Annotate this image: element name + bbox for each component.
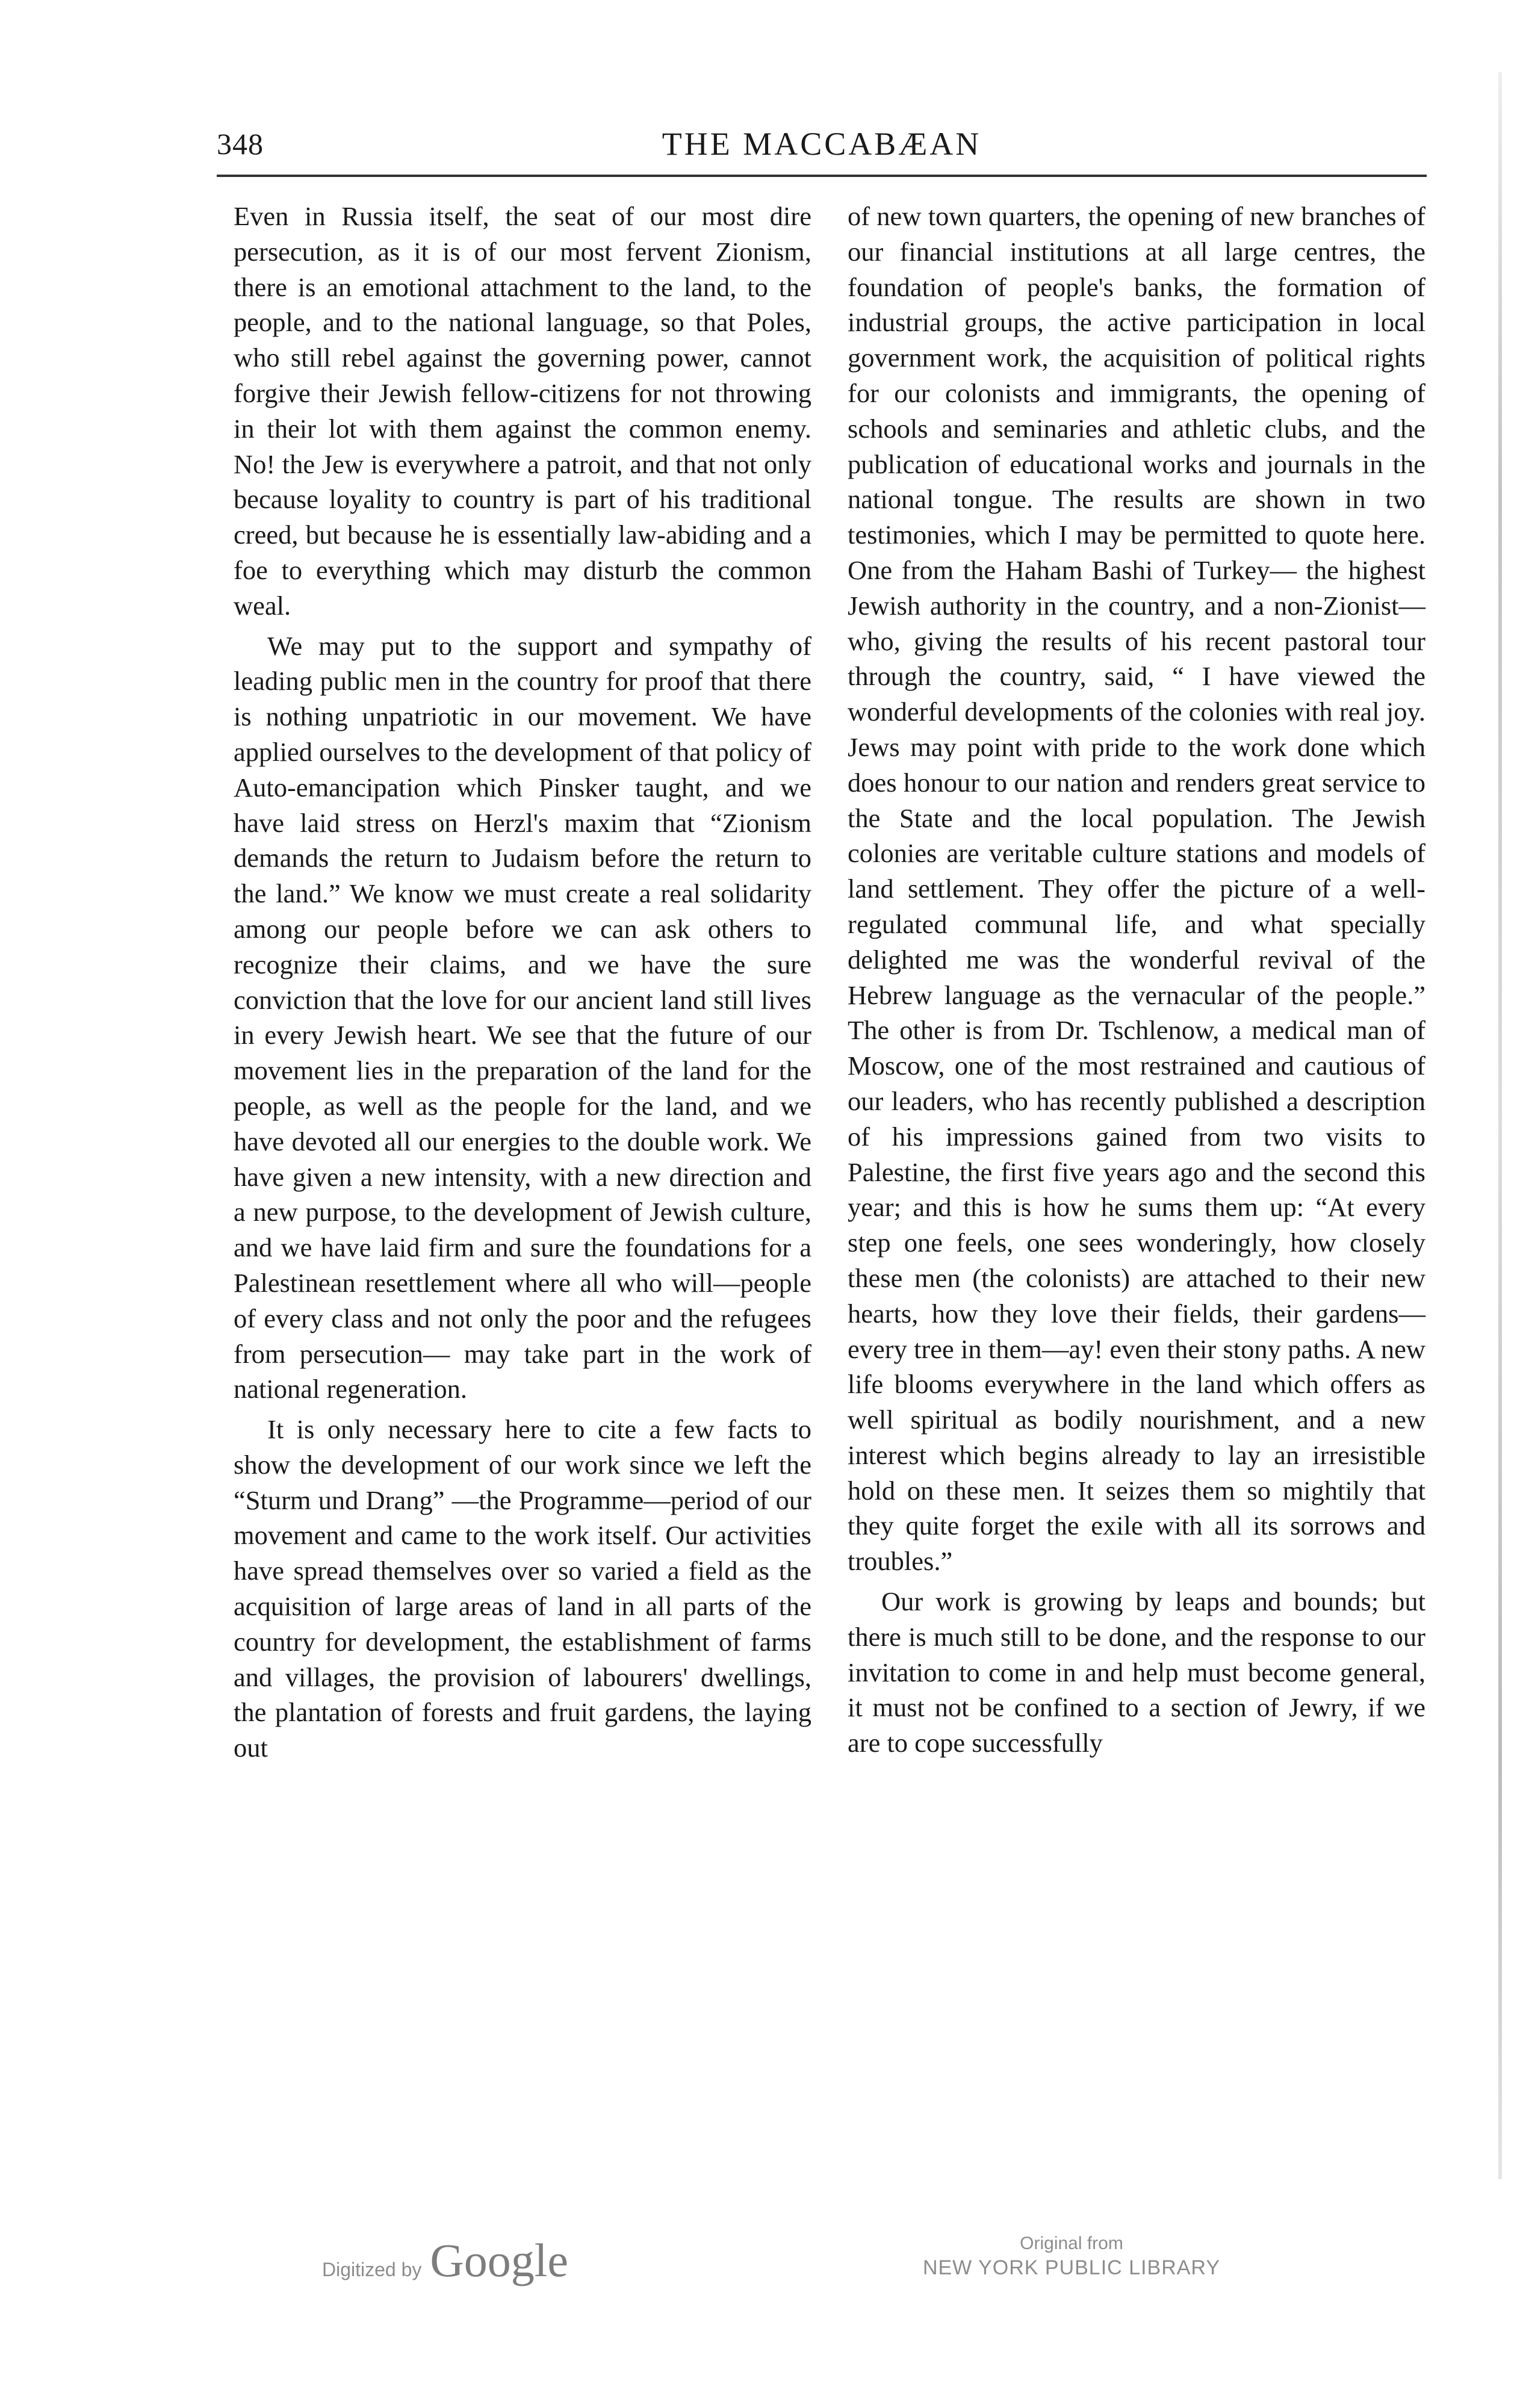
header-rule bbox=[217, 175, 1427, 177]
paragraph: Our work is growing by leaps and bounds; but there is much still to be done, and the response to our invitation to come in and help must become general, it must not be confined to a section of Jewry, if we are to cope successfully bbox=[848, 1586, 1425, 1758]
page-edge-shadow bbox=[1498, 72, 1502, 2179]
paragraph: Even in Russia itself, the seat of our most dire persecution, as it is of our most fervent Zionism, there is an emotional attachment to the land, to the people, and to the national language, so that Poles, who still rebel against the governing power, cannot forgive their Jewish fellow-citizens for not throwing in their lot with them against the common enemy. No! the Jew is everywhere a patroit, and that not only because loyality to country is part of his traditional creed, but because he is essentially law-abiding and a foe to everything which may disturb the common weal. bbox=[234, 201, 811, 621]
paragraph: It is only necessary here to cite a few facts to show the development of our work since we left the “Sturm und Drang” —the Programme—period of our movement and came to the work itself. Our activities have spread themselves over so varied a field as the acquisition of large areas of land in all parts of the country for development, the establishment of farms and villages, the provision of labourers' dwellings, the plantation of forests and fruit gardens, the laying out bbox=[234, 1414, 811, 1763]
page-number: 348 bbox=[217, 127, 264, 161]
page-header bbox=[217, 120, 1427, 169]
right-column bbox=[848, 199, 1425, 1761]
library-attribution bbox=[891, 2233, 1252, 2280]
library-name: NEW YORK PUBLIC LIBRARY bbox=[922, 2256, 1221, 2279]
digitized-by-watermark bbox=[322, 2233, 568, 2288]
google-logo: Google bbox=[430, 2234, 569, 2286]
paragraph: We may put to the support and sympathy of leading public men in the country for proof that there is nothing unpatriotic in our movement. We have applied ourselves to the development of that policy of Auto-emancipation which Pinsker taught, and we have laid stress on Herzl's maxim that “Zionism demands the return to Judaism before the return to the land.” We know we must create a real solidarity among our people before we can ask others to recognize their claims, and we have the sure conviction that the love for our ancient land still lives in every Jewish heart. We see that the future of our movement lies in the preparation of the land for the people, as well as the people for the land, and we have devoted all our energies to the double work. We have given a new intensity, with a new direction and a new purpose, to the development of Jewish culture, and we have laid firm and sure the foundations for a Palestinean resettlement where all who will—people of every class and not only the poor and the refugees from persecution— may take part in the work of national regeneration. bbox=[234, 630, 811, 1404]
running-title: THE MACCABÆAN bbox=[662, 126, 982, 162]
digitized-by-label: Digitized by bbox=[322, 2259, 422, 2280]
paragraph: of new town quarters, the opening of new branches of our financial institutions at all large centres, the foundation of people's banks, the formation of industrial groups, the active participation in local government work, the acquisition of political rights for our colonists and immigrants, the opening of schools and seminaries and athletic clubs, and the publication of educational works and journals in the national tongue. The results are shown in two testimonies, which I may be permitted to quote here. One from the Haham Bashi of Turkey— the highest Jewish authority in the country, and a non-Zionist—who, giving the results of his recent pastoral tour through the country, said, “ I have viewed the wonderful developments of the colonies with real joy. Jews may point with pride to the work done which does honour to our nation and renders great service to the State and the local population. The Jewish colonies are veritable culture stations and models of land settlement. They offer the picture of a well-regulated communal life, and what specially delighted me was the wonderful revival of the Hebrew language as the vernacular of the people.” The other is from Dr. Tschlenow, a medical man of Moscow, one of the most restrained and cautious of our leaders, who has recently published a description of his impressions gained from two visits to Palestine, the first five years ago and the second this year; and this is how he sums them up: “At every step one feels, one sees wonderingly, how closely these men (the colonists) are attached to their new hearts, how they love their fields, their gardens—every tree in them—ay! even their stony paths. A new life blooms everywhere in the land which offers as well spiritual as bodily nourishment, and a new interest which begins already to lay an irresistible hold on these men. It seizes them so mightily that they quite forget the exile with all its sorrows and troubles.” bbox=[848, 201, 1425, 1577]
original-from-label: Original from bbox=[1020, 2233, 1123, 2253]
left-column bbox=[234, 199, 811, 1766]
